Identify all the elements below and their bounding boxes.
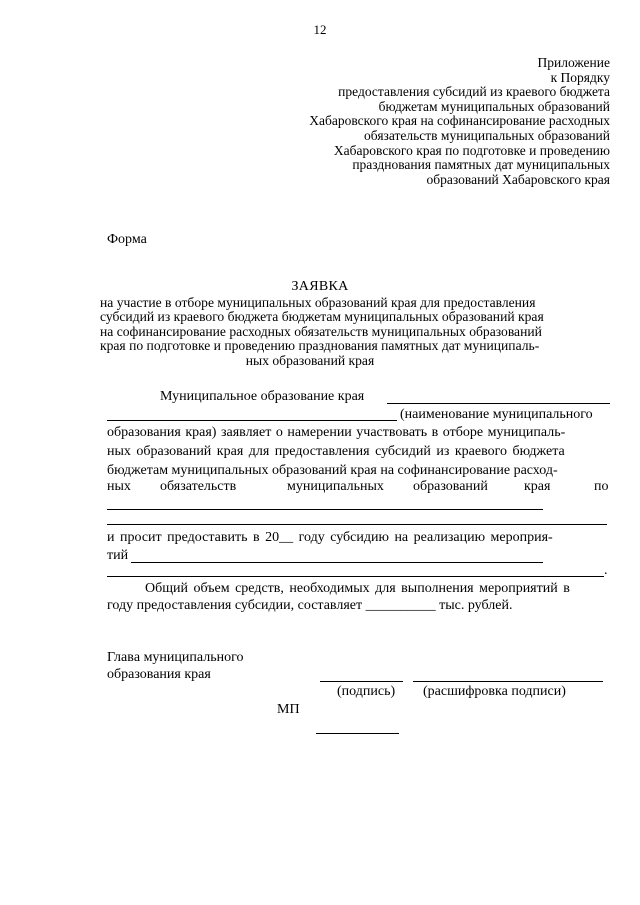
appendix-line: предоставления субсидий из краевого бюджета [338, 84, 610, 100]
municipality-label: Муниципальное образование края [160, 389, 365, 404]
request-line: и просит предоставить в 20__ году субсидию на реализацию мероприя- [107, 530, 553, 545]
body-word: ных [107, 479, 131, 494]
appendix-line: бюджетам муниципальных образований [378, 98, 610, 114]
appendix-line: Приложение [537, 55, 610, 70]
body-word: обязательств [160, 479, 237, 494]
activity-field-continued[interactable] [107, 576, 604, 577]
signature-field[interactable] [320, 681, 403, 682]
appendix-line: к Порядку [550, 69, 610, 85]
document-subtitle [100, 295, 544, 368]
subtitle-line: на софинансирование расходных обязательств муниципальных образований [100, 323, 542, 339]
page-number: 12 [313, 22, 327, 37]
body-word: края [524, 479, 551, 494]
purpose-field[interactable] [107, 509, 543, 510]
subtitle-line: субсидий из краевого бюджета бюджетам муниципальных образований края [100, 309, 544, 325]
body-line: ных образований края для предоставления субсидий из краевого бюджета [107, 444, 565, 459]
appendix-line: Хабаровского края по подготовке и проведению [333, 142, 610, 158]
body-line: образования края) заявляет о намерении участвовать в отборе муниципаль- [107, 425, 566, 440]
request-line-tiy: тий [107, 548, 129, 563]
head-title-line: Главa муниципального [107, 650, 244, 665]
municipality-name-field-continued[interactable] [107, 420, 397, 421]
signature-hint: (подпись) [337, 684, 396, 699]
decode-hint: (расшифровка подписи) [423, 684, 566, 699]
subtitle-line: края по подготовке и проведению празднования памятных дат муниципаль- [100, 338, 540, 354]
total-line: Общий объем средств, необходимых для выполнения мероприятий в [145, 581, 570, 596]
appendix-line: образований Хабаровского края [426, 171, 610, 187]
total-line: году предоставления субсидии, составляет __________ тыс. рублей. [107, 598, 513, 613]
appendix-line: празднования памятных дат муниципальных [352, 157, 610, 173]
body-word: муниципальных [287, 479, 384, 494]
stamp-line[interactable] [316, 733, 399, 734]
municipality-name-field[interactable] [387, 403, 610, 404]
subtitle-line: ных образований края [245, 352, 375, 368]
purpose-field-continued[interactable] [107, 524, 607, 525]
head-title-line: образования края [107, 667, 211, 682]
body-word: образований [413, 479, 488, 494]
stamp-label: МП [277, 702, 300, 717]
form-label: Форма [107, 232, 147, 247]
body-word: по [594, 479, 609, 494]
appendix-line: Хабаровского края на софинансирование расходных [309, 113, 610, 129]
signature-decode-field[interactable] [413, 681, 603, 682]
appendix-line: обязательств муниципальных образований [364, 127, 610, 143]
document-title: ЗАЯВКА [291, 279, 349, 294]
body-line: бюджетам муниципальных образований края на софинансирование расход- [107, 463, 558, 478]
name-hint: (наименование муниципального [400, 407, 593, 422]
appendix-header [250, 56, 610, 187]
subtitle-line: на участие в отборе муниципальных образований края для предоставления [100, 295, 536, 310]
period-mark: . [604, 563, 608, 578]
activity-field[interactable] [131, 562, 543, 563]
